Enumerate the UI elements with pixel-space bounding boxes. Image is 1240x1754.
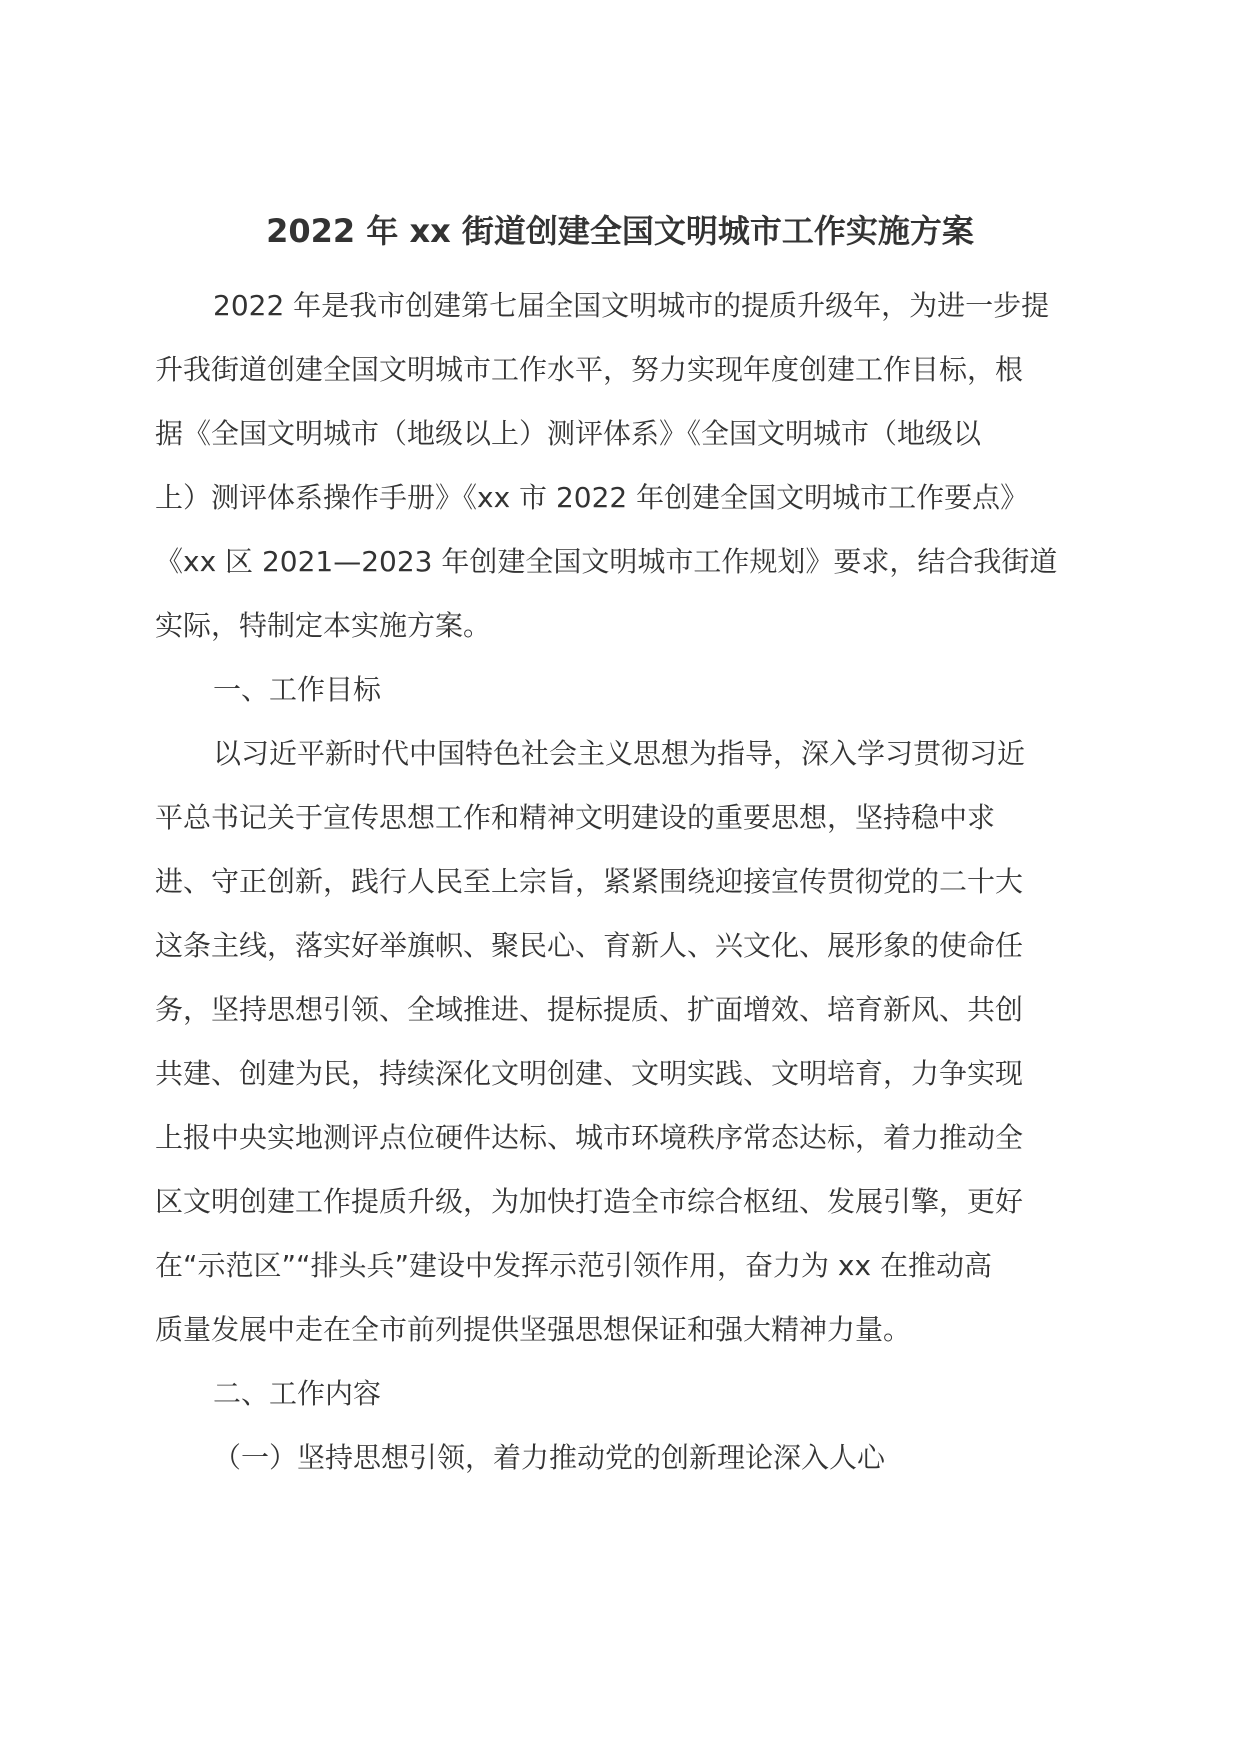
paragraph-line-3: 据《全国文明城市（地级以上）测评体系》《全国文明城市（地级以 [155,417,982,450]
paragraph-line-1: 2022 年是我市创建第七届全国文明城市的提质升级年，为进一步提 [213,289,1050,322]
paragraph-line-7: 以习近平新时代中国特色社会主义思想为指导，深入学习贯彻习近 [213,737,1026,770]
document-title: 2022 年 xx 街道创建全国文明城市工作实施方案 [266,212,974,250]
paragraph-line-6: 实际，特制定本实施方案。 [155,609,492,642]
paragraph-line-11: 务，坚持思想引领、全域推进、提标提质、扩面增效、培育新风、共创 [155,993,1024,1026]
paragraph-line-12: 共建、创建为民，持续深化文明创建、文明实践、文明培育，力争实现 [155,1057,1024,1090]
paragraph-line-13: 上报中央实地测评点位硬件达标、城市环境秩序常态达标，着力推动全 [155,1121,1024,1154]
paragraph-line-2: 升我街道创建全国文明城市工作水平，努力实现年度创建工作目标，根 [155,353,1024,386]
paragraph-line-15: 在“示范区”“排头兵”建设中发挥示范引领作用，奋力为 xx 在推动高 [155,1249,992,1282]
section-heading-content: 二、工作内容 [213,1377,382,1410]
paragraph-line-8: 平总书记关于宣传思想工作和精神文明建设的重要思想，坚持稳中求 [155,801,996,834]
subsection-heading-1: （一）坚持思想引领，着力推动党的创新理论深入人心 [213,1441,886,1474]
paragraph-line-10: 这条主线，落实好举旗帜、聚民心、育新人、兴文化、展形象的使命任 [155,929,1024,962]
paragraph-line-5: 《xx 区 2021—2023 年创建全国文明城市工作规划》要求，结合我街道 [155,545,1058,578]
paragraph-line-9: 进、守正创新，践行人民至上宗旨，紧紧围绕迎接宣传贯彻党的二十大 [155,865,1024,898]
section-heading-goals: 一、工作目标 [213,673,382,706]
paragraph-line-4: 上）测评体系操作手册》《xx 市 2022 年创建全国文明城市工作要点》 [155,481,1029,514]
paragraph-line-16: 质量发展中走在全市前列提供坚强思想保证和强大精神力量。 [155,1313,912,1346]
paragraph-line-14: 区文明创建工作提质升级，为加快打造全市综合枢纽、发展引擎，更好 [155,1185,1024,1218]
